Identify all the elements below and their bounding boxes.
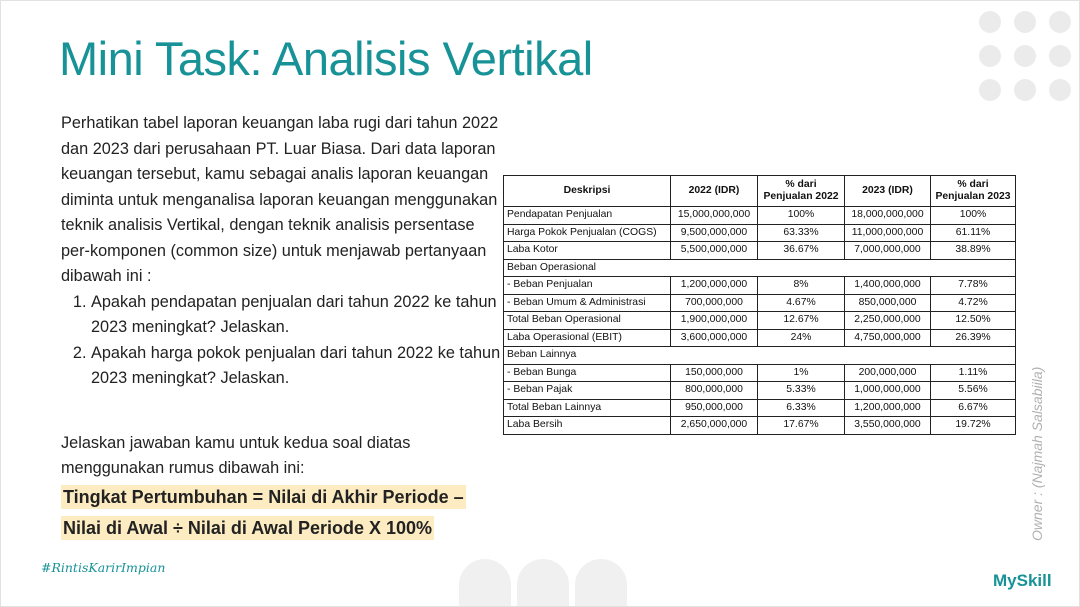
table-row (504, 277, 1016, 295)
table-cell: 26.39% (931, 329, 1016, 347)
table-header-row (504, 176, 1016, 207)
owner-watermark: Owner : (Najmah Salsabiila) (1029, 366, 1045, 541)
table-cell: 100% (931, 207, 1016, 225)
intro-paragraph: Perhatikan tabel laporan keuangan laba rugi dari tahun 2022 dan 2023 dari perusahaan PT. Luar Biasa. Dari data laporan keuangan tersebut, kamu sebagai analis laporan keuangan diminta untuk menganalisa laporan keuangan menggunakan teknik analisis Vertikal, dengan teknik analisis persentase per-komponen (common size) untuk menjawab pertanyaan dibawah ini : (61, 114, 499, 285)
table-cell: 8% (758, 277, 845, 295)
table-row (504, 347, 1016, 365)
row-label: - Beban Penjualan (504, 277, 671, 295)
table-cell: 36.67% (758, 242, 845, 260)
table-cell: 9,500,000,000 (671, 224, 758, 242)
row-label: Total Beban Lainnya (504, 399, 671, 417)
row-label: - Beban Umum & Administrasi (504, 294, 671, 312)
table-cell: 63.33% (758, 224, 845, 242)
table-cell: 1,000,000,000 (845, 382, 931, 400)
table-cell: 1,200,000,000 (671, 277, 758, 295)
row-label: Laba Kotor (504, 242, 671, 260)
table-row (504, 242, 1016, 260)
table-cell: 38.89% (931, 242, 1016, 260)
section-label: Beban Lainnya (504, 347, 1016, 365)
row-label: Laba Operasional (EBIT) (504, 329, 671, 347)
column-header: Deskripsi (504, 176, 671, 207)
table-row (504, 382, 1016, 400)
table-cell: 150,000,000 (671, 364, 758, 382)
decorative-shape (575, 559, 627, 607)
row-label: - Beban Pajak (504, 382, 671, 400)
hashtag: #RintisKarirImpian (41, 560, 166, 575)
income-statement-table (503, 175, 1016, 435)
table-cell: 850,000,000 (845, 294, 931, 312)
table-cell: 700,000,000 (671, 294, 758, 312)
table-row (504, 224, 1016, 242)
table-cell: 1,900,000,000 (671, 312, 758, 330)
row-label: Harga Pokok Penjualan (COGS) (504, 224, 671, 242)
table-cell: 6.67% (931, 399, 1016, 417)
table-cell: 1.11% (931, 364, 1016, 382)
question-item: 2. Apakah harga pokok penjualan dari tahun 2022 ke tahun 2023 meningkat? Jelaskan. (91, 341, 501, 392)
table-row (504, 312, 1016, 330)
decorative-shape (517, 559, 569, 607)
row-label: Laba Bersih (504, 417, 671, 435)
decorative-dots (979, 11, 1075, 107)
table-cell: 4.72% (931, 294, 1016, 312)
table-cell: 800,000,000 (671, 382, 758, 400)
table-row (504, 364, 1016, 382)
table-cell: 100% (758, 207, 845, 225)
table-row (504, 294, 1016, 312)
table-cell: 11,000,000,000 (845, 224, 931, 242)
table-row (504, 259, 1016, 277)
table-row (504, 399, 1016, 417)
growth-formula (61, 482, 481, 544)
table-cell: 4.67% (758, 294, 845, 312)
table-cell: 19.72% (931, 417, 1016, 435)
question-item: 1. Apakah pendapatan penjualan dari tahun 2022 ke tahun 2023 meningkat? Jelaskan. (91, 290, 501, 341)
table-cell: 200,000,000 (845, 364, 931, 382)
table-cell: 18,000,000,000 (845, 207, 931, 225)
formula-text: Tingkat Pertumbuhan = Nilai di Akhir Periode – Nilai di Awal ÷ Nilai di Awal Periode X 100% (63, 487, 464, 538)
table-cell: 6.33% (758, 399, 845, 417)
table-cell: 12.50% (931, 312, 1016, 330)
section-label: Beban Operasional (504, 259, 1016, 277)
table-cell: 3,600,000,000 (671, 329, 758, 347)
table-cell: 5.33% (758, 382, 845, 400)
instructions (61, 111, 501, 392)
table-cell: 1,400,000,000 (845, 277, 931, 295)
explain-text: Jelaskan jawaban kamu untuk kedua soal diatas menggunakan rumus dibawah ini: (61, 434, 411, 477)
table-row (504, 417, 1016, 435)
table-cell: 950,000,000 (671, 399, 758, 417)
table-cell: 1% (758, 364, 845, 382)
table-cell: 5,500,000,000 (671, 242, 758, 260)
row-label: - Beban Bunga (504, 364, 671, 382)
table-cell: 24% (758, 329, 845, 347)
brand-logo: MySkill (993, 571, 1052, 590)
table-cell: 7,000,000,000 (845, 242, 931, 260)
row-label: Total Beban Operasional (504, 312, 671, 330)
column-header: % dari Penjualan 2023 (931, 176, 1016, 207)
table-cell: 4,750,000,000 (845, 329, 931, 347)
table-cell: 5.56% (931, 382, 1016, 400)
slide-title: Mini Task: Analisis Vertikal (59, 32, 593, 85)
column-header: % dari Penjualan 2022 (758, 176, 845, 207)
table-cell: 15,000,000,000 (671, 207, 758, 225)
table-cell: 61.11% (931, 224, 1016, 242)
table-row (504, 207, 1016, 225)
table-cell: 1,200,000,000 (845, 399, 931, 417)
table-cell: 12.67% (758, 312, 845, 330)
table-row (504, 329, 1016, 347)
question-list (61, 290, 501, 392)
column-header: 2023 (IDR) (845, 176, 931, 207)
table-cell: 2,250,000,000 (845, 312, 931, 330)
table-body (504, 207, 1016, 435)
table-cell: 2,650,000,000 (671, 417, 758, 435)
row-label: Pendapatan Penjualan (504, 207, 671, 225)
column-header: 2022 (IDR) (671, 176, 758, 207)
table-cell: 17.67% (758, 417, 845, 435)
decorative-shape (459, 559, 511, 607)
table-cell: 3,550,000,000 (845, 417, 931, 435)
table-cell: 7.78% (931, 277, 1016, 295)
